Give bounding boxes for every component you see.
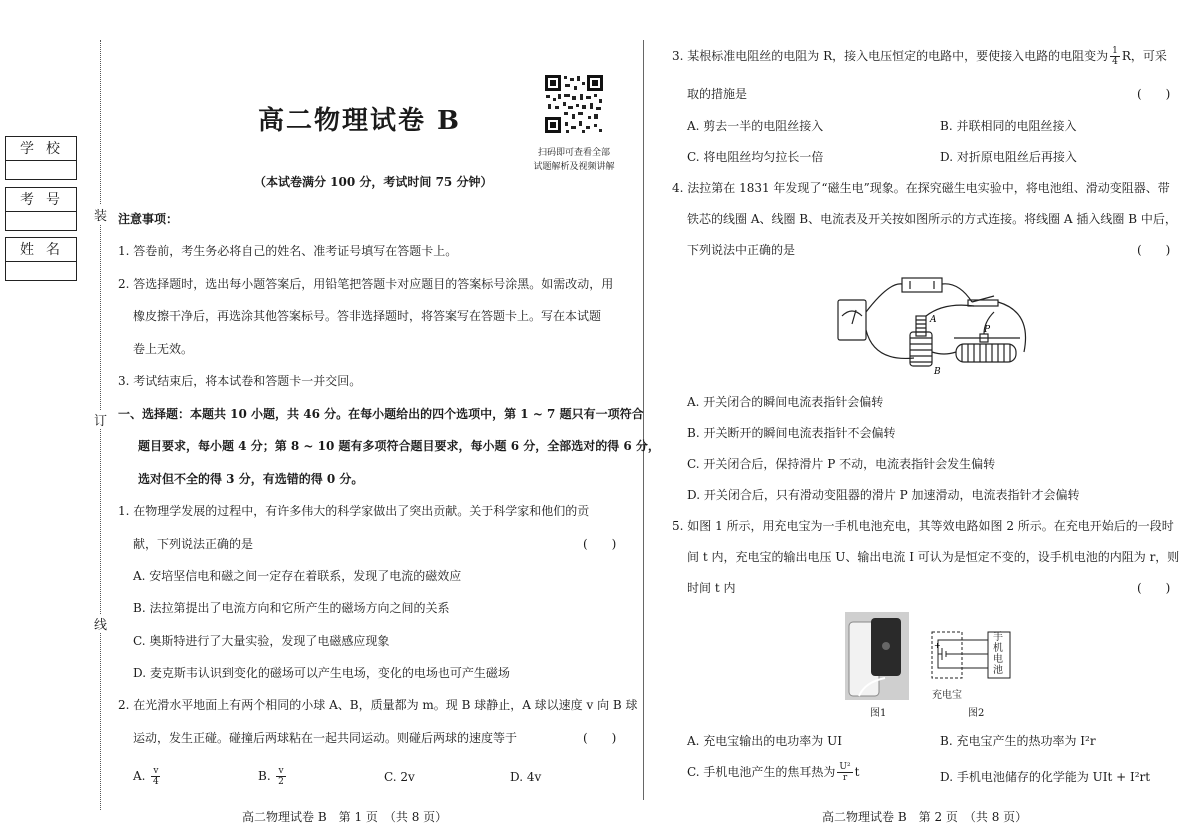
q3-stem-line2: 取的措施是	[687, 87, 748, 101]
page2-footer: 高二物理试卷 B 第 2 页 （共 8 页）	[822, 810, 1028, 824]
coil-b-label: B	[934, 367, 941, 377]
fig2-bank-label: 充电宝	[932, 690, 962, 701]
q4-option-d: D. 开关闭合后，只有滑动变阻器的滑片 P 加速滑动，电流表指针才会偏转	[687, 488, 1080, 502]
fig2-caption: 图2	[968, 708, 985, 719]
q2-option-b	[258, 766, 288, 787]
q5-option-c-den: r	[842, 773, 848, 783]
q5-stem-line3: 时间 t 内	[687, 581, 736, 595]
exam-no-box	[5, 187, 77, 231]
q1-stem-line2: 献，下列说法正确的是	[133, 537, 254, 551]
svg-text:+: +	[934, 641, 941, 650]
q3-fraction	[1110, 46, 1120, 67]
q4-stem-line3: 下列说法中正确的是	[687, 243, 796, 257]
page1-footer: 高二物理试卷 B 第 1 页 （共 8 页）	[242, 810, 448, 824]
name-blank	[6, 262, 76, 280]
fig1-caption: 图1	[870, 708, 887, 719]
q4-circuit-figure	[834, 272, 1034, 380]
exam-no-blank	[6, 212, 76, 230]
school-blank	[6, 161, 76, 179]
q1-option-a: A. 安培坚信电和磁之间一定存在着联系，发现了电流的磁效应	[133, 569, 462, 583]
battery-icon	[902, 278, 942, 292]
name-label: 姓名	[6, 238, 76, 262]
q2-answer-paren: ( )	[583, 731, 617, 745]
name-box	[5, 237, 77, 281]
notice-2-line2: 橡皮擦干净后，再选涂其他答案标号。答非选择题时，将答案写在答题卡上。写在本试题	[133, 309, 602, 323]
q2-option-b-den: 2	[278, 777, 284, 787]
q3-fraction-den: 4	[1112, 57, 1118, 67]
qr-caption-line1: 扫码即可查看全部	[537, 148, 610, 158]
exam-no-label: 考号	[6, 188, 76, 212]
page-title: 高二物理试卷 B	[258, 106, 462, 136]
fig2-phone-label: 手机电池	[993, 632, 1003, 676]
q5-stem-line2: 间 t 内，充电宝的输出电压 U、输出电流 I 可认为是恒定不变的，设手机电池的内阻为 r，则	[687, 550, 1180, 564]
q4-option-a: A. 开关闭合的瞬间电流表指针会偏转	[687, 395, 884, 409]
q2-option-a-fraction	[151, 766, 160, 787]
q5-option-c-fraction	[837, 762, 852, 783]
q5-stem-line1: 5. 如图 1 所示，用充电宝为一手机电池充电，其等效电路如图 2 所示。在充电开始后的一段时	[672, 519, 1174, 533]
q4-stem-line2: 铁芯的线圈 A、线圈 B、电流表及开关按如图所示的方式连接。将线圈 A 插入线圈 B 中后，	[687, 212, 1177, 226]
q3-stem-post: R，可采	[1121, 49, 1167, 63]
q3-stem-pre: 3. 某根标准电阻丝的电阻为 R，接入电压恒定的电路中，要使接入电路的电阻变为	[672, 49, 1109, 63]
q5-option-c-num: U²	[839, 762, 851, 772]
notice-2-line1: 2. 答选择题时，选出每小题答案后，用铅笔把答题卡对应题目的答案标号涂黑。如需改动，用	[118, 277, 614, 291]
qr-caption-line2: 试题解析及视频讲解	[533, 162, 615, 172]
q5-option-c	[687, 762, 859, 783]
galvanometer-icon	[838, 300, 866, 340]
section-heading-line2: 题目要求，每小题 4 分；第 8 ~ 10 题有多项符合题目要求，每小题 6 分，全部选对的得 6 分，	[138, 439, 660, 453]
q2-option-a-prefix: A.	[133, 769, 146, 783]
q5-answer-paren: ( )	[1137, 581, 1171, 595]
q2-stem-line1: 2. 在光滑水平地面上有两个相同的小球 A、B，质量都为 m。现 B 球静止，A 球以速度 v 向 B 球	[118, 698, 638, 712]
q3-option-c: C. 将电阻丝均匀拉长一倍	[687, 150, 824, 164]
section-heading-line1: 一、选择题：本题共 10 小题，共 46 分。在每小题给出的四个选项中，第 1 ~ 7 题只有一项符合	[118, 407, 644, 421]
q2-option-b-num: v	[278, 766, 284, 776]
q1-option-d: D. 麦克斯韦认识到变化的磁场可以产生电场，变化的电场也可产生磁场	[133, 666, 510, 680]
q4-option-b: B. 开关断开的瞬间电流表指针不会偏转	[687, 426, 896, 440]
q4-option-c: C. 开关闭合后，保持滑片 P 不动，电流表指针会发生偏转	[687, 457, 996, 471]
notice-1: 1. 答卷前，考生务必将自己的姓名、准考证号填写在答题卡上。	[118, 244, 458, 258]
notice-heading: 注意事项：	[118, 212, 179, 226]
q2-option-b-fraction	[276, 766, 285, 787]
qr-caption	[522, 146, 626, 174]
q3-option-b: B. 并联相同的电阻丝接入	[940, 119, 1077, 133]
q1-option-c: C. 奥斯特进行了大量实验，发现了电磁感应现象	[133, 634, 390, 648]
binding-char-xian: 线	[94, 614, 107, 633]
binding-char-zhuang: 装	[94, 205, 107, 224]
q2-option-d: D. 4v	[510, 770, 542, 784]
q4-answer-paren: ( )	[1137, 243, 1171, 257]
q2-option-a-den: 4	[152, 777, 159, 787]
q3-option-d: D. 对折原电阻丝后再接入	[940, 150, 1077, 164]
qr-code-icon	[544, 74, 604, 134]
q4-stem-line1: 4. 法拉第在 1831 年发现了“磁生电”现象。在探究磁生电实验中，将电池组、滑动变阻器、带	[672, 181, 1170, 195]
coil-a-icon	[916, 316, 926, 336]
notice-3: 3. 考试结束后，将本试卷和答题卡一并交回。	[118, 374, 362, 388]
school-box	[5, 136, 77, 180]
q2-option-c: C. 2v	[384, 770, 415, 784]
binding-char-ding: 订	[94, 410, 107, 429]
q5-option-d: D. 手机电池储存的化学能为 UIt + I²rt	[940, 770, 1151, 784]
q2-stem-line2: 运动，发生正碰。碰撞后两球粘在一起共同运动。则碰后两球的速度等于	[133, 731, 518, 745]
q3-stem-line1	[672, 46, 1167, 67]
q5-option-c-post: t	[854, 765, 860, 779]
coil-a-label: A	[930, 315, 937, 325]
slider-p-label: P	[984, 325, 991, 335]
q5-option-c-pre: C. 手机电池产生的焦耳热为	[687, 765, 836, 779]
q2-option-a-num: v	[153, 766, 159, 776]
q2-option-a	[133, 766, 162, 787]
section-heading-line3: 选对但不全的得 3 分，有选错的得 0 分。	[138, 472, 364, 486]
switch-icon	[972, 296, 994, 302]
notice-2-line3: 卷上无效。	[133, 342, 194, 356]
exam-subtitle: （本试卷满分 100 分，考试时间 75 分钟）	[254, 175, 493, 189]
school-label: 学校	[6, 137, 76, 161]
q3-fraction-num: 1	[1112, 46, 1118, 56]
q1-stem-line1: 1. 在物理学发展的过程中，有许多伟大的科学家做出了突出贡献。关于科学家和他们的贡	[118, 504, 590, 518]
q1-answer-paren: ( )	[583, 537, 617, 551]
q3-option-a: A. 剪去一半的电阻丝接入	[687, 119, 824, 133]
coil-b-icon	[910, 332, 932, 366]
q5-option-b: B. 充电宝产生的热功率为 I²r	[940, 734, 1096, 748]
q5-figure1-photo	[845, 612, 909, 700]
q5-option-a: A. 充电宝输出的电功率为 UI	[687, 734, 842, 748]
q3-answer-paren: ( )	[1137, 87, 1171, 101]
q2-option-b-prefix: B.	[258, 769, 271, 783]
q1-option-b: B. 法拉第提出了电流方向和它所产生的磁场方向之间的关系	[133, 601, 450, 615]
